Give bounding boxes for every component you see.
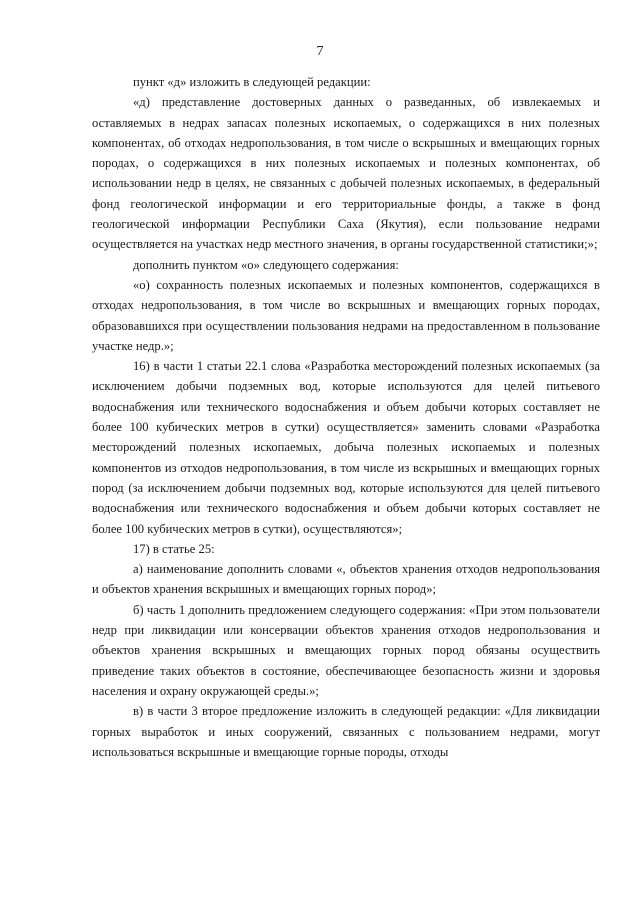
paragraph-subitem-v: в) в части 3 второе предложение изложить в следующей редакции: «Для ликвидации горных выработок и иных сооружений, связанных с пользованием недрами, могут использоваться вскрышные и вмещающие горные породы, отходы [92, 704, 600, 759]
paragraph-add-point-o: дополнить пунктом «о» следующего содержания: [133, 257, 399, 272]
paragraph-subitem-b: б) часть 1 дополнить предложением следующего содержания: «При этом пользователи недр при ликвидации или консервации объектов хранения отходов недропользования и объектов хранения вскрышных и вмещающих горных пород обязаны осуществить приведение таких объектов в состояние, обеспечивающее безопасность жизни и здоровья населения и охрану окружающей среды.»; [92, 602, 600, 698]
document-body [92, 72, 600, 762]
paragraph-amend-point-d: пункт «д» изложить в следующей редакции: [133, 75, 371, 89]
paragraph-point-o-text: «о) сохранность полезных ископаемых и полезных компонентов, содержащихся в отходах недропользования, в том числе во вскрышных и вмещающих горных породах, образовавшихся при осуществлении пользования недрами на предоставленном в пользование участке недр.»; [92, 277, 600, 353]
paragraph-item-17: 17) в статье 25: [133, 541, 215, 556]
paragraph-subitem-a: а) наименование дополнить словами «, объектов хранения отходов недропользования и объектов хранения вскрышных и вмещающих горных пород»; [92, 562, 600, 597]
paragraph-point-d-text: «д) представление достоверных данных о разведанных, об извлекаемых и оставляемых в недрах запасах полезных ископаемых, о содержащихся в них полезных компонентах, об отходах недропользования, в том числе о вскрышных и вмещающих горных породах, о содержащихся в них полезных ископаемых и полезных компонентах, об использовании недр в целях, не связанных с добычей полезных ископаемых, в федеральный фонд геологической информации и его территориальные фонды, а также в фонд геологической информации Республики Саха (Якутия), если пользование недрами осуществляется на участках недр местного значения, в органы государственной статистики;»; [92, 95, 600, 252]
paragraph-item-16: 16) в части 1 статьи 22.1 слова «Разработка месторождений полезных ископаемых (за исключением добычи подземных вод, которые используются для целей питьевого водоснабжения или технического водоснабжения и объем добычи которых составляет не более 100 кубических метров в сутки) осуществляется» заменить словами «Разработка месторождений полезных ископаемых, добыча полезных ископаемых и полезных компонентов из отходов недропользования, в том числе из вскрышных и вмещающих горных пород (за исключением добычи подземных вод, которые используются для целей питьевого водоснабжения или технического водоснабжения и объем добычи которых составляет не более 100 кубических метров в сутки), осуществляются»; [92, 359, 600, 536]
page-number: 7 [316, 44, 324, 59]
